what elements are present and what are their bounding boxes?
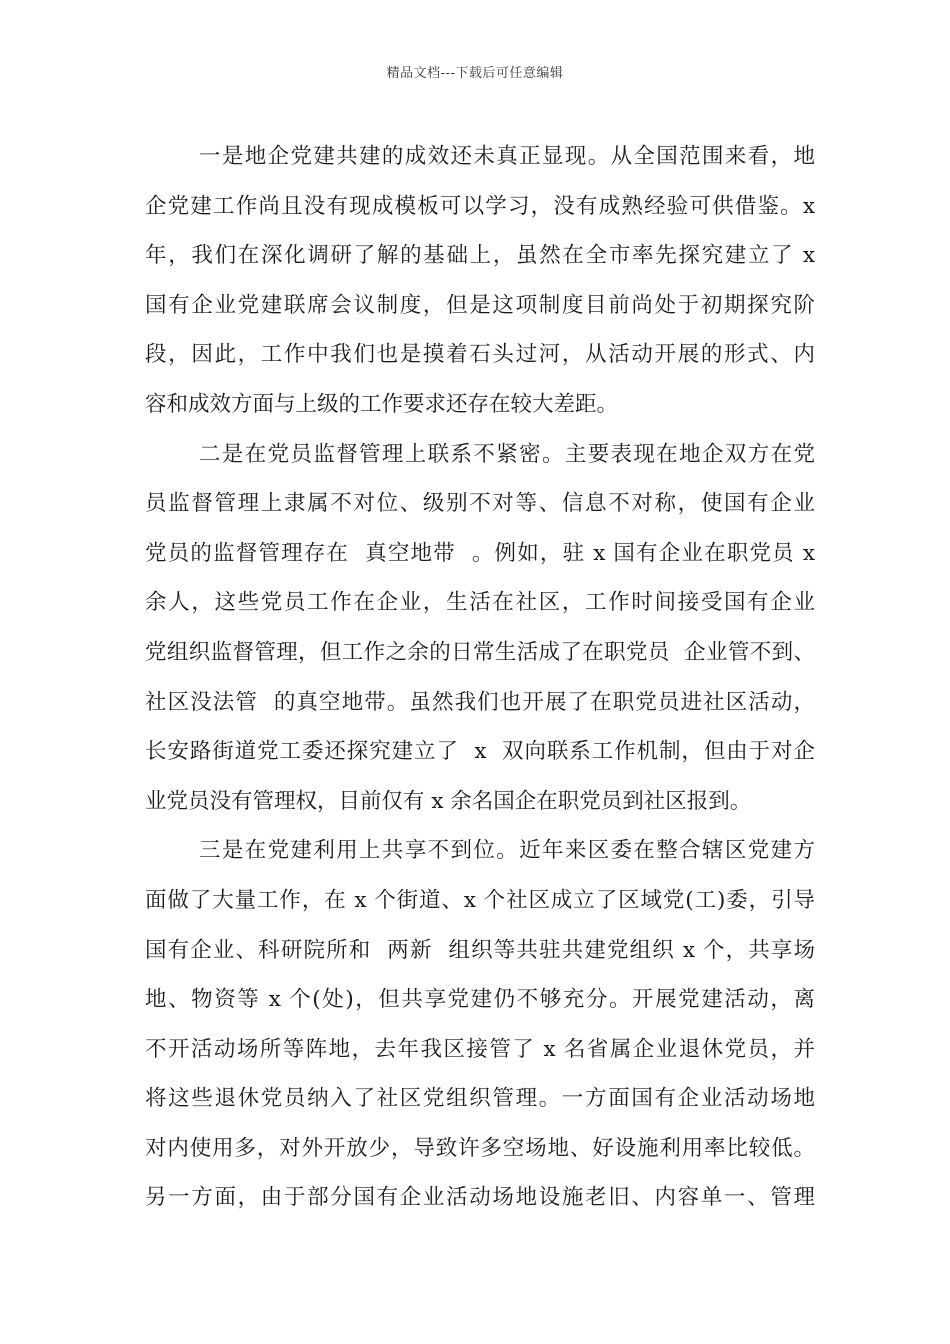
paragraph-3-line-3: 国有企业、科研院所和 两新 组织等共驻共建党组织 x 个，共享场 bbox=[145, 937, 815, 963]
paragraph-1-line-4: 国有企业党建联席会议制度，但是这项制度目前尚处于初期探究阶 bbox=[145, 292, 815, 318]
paragraph-2-line-2: 员监督管理上隶属不对位、级别不对等、信息不对称，使国有企业 bbox=[145, 491, 815, 517]
paragraph-2-line-4: 余人，这些党员工作在企业，生活在社区，工作时间接受国有企业 bbox=[145, 590, 815, 616]
paragraph-2-line-6: 社区没法管 的真空地带。虽然我们也开展了在职党员进社区活动， bbox=[145, 689, 815, 715]
paragraph-2-line-1: 二是在党员监督管理上联系不紧密。主要表现在地企双方在党 bbox=[199, 441, 815, 467]
paragraph-2-line-7: 长安路街道党工委还探究建立了 x 双向联系工作机制，但由于对企 bbox=[145, 739, 815, 765]
paragraph-1-line-5: 段，因此，工作中我们也是摸着石头过河，从活动开展的形式、内 bbox=[145, 342, 815, 368]
paragraph-1-line-2: 企党建工作尚且没有现成模板可以学习，没有成熟经验可供借鉴。x bbox=[145, 193, 815, 219]
paragraph-1-line-3: 年，我们在深化调研了解的基础上，虽然在全市率先探究建立了 x bbox=[145, 243, 815, 269]
paragraph-3-line-2: 面做了大量工作，在 x 个街道、x 个社区成立了区域党(工)委，引导 bbox=[145, 887, 815, 913]
paragraph-3-line-7: 对内使用多，对外开放少，导致许多空场地、好设施利用率比较低。 bbox=[145, 1135, 815, 1161]
paragraph-2-line-3: 党员的监督管理存在 真空地带 。例如，驻 x 国有企业在职党员 x bbox=[145, 540, 815, 566]
paragraph-1-line-1: 一是地企党建共建的成效还未真正显现。从全国范围来看，地 bbox=[199, 144, 815, 169]
paragraph-3-line-8: 另一方面，由于部分国有企业活动场地设施老旧、内容单一、管理 bbox=[145, 1185, 815, 1211]
paragraph-2-line-8: 业党员没有管理权，目前仅有 x 余名国企在职党员到社区报到。 bbox=[145, 788, 752, 814]
paragraph-1-line-6: 容和成效方面与上级的工作要求还存在较大差距。 bbox=[145, 391, 619, 417]
paragraph-3-line-4: 地、物资等 x 个(处)，但共享党建仍不够充分。开展党建活动，离 bbox=[145, 987, 815, 1013]
paragraph-3-line-1: 三是在党建利用上共享不到位。近年来区委在整合辖区党建方 bbox=[199, 838, 815, 864]
document-body bbox=[145, 132, 815, 1223]
paragraph-3-line-5: 不开活动场所等阵地，去年我区接管了 x 名省属企业退休党员，并 bbox=[145, 1036, 815, 1062]
paragraph-2-line-5: 党组织监督管理，但工作之余的日常生活成了在职党员 企业管不到、 bbox=[145, 639, 815, 665]
page-header: 精品文档---下载后可任意编辑 bbox=[386, 66, 564, 81]
paragraph-3-line-6: 将这些退休党员纳入了社区党组织管理。一方面国有企业活动场地 bbox=[145, 1086, 815, 1112]
